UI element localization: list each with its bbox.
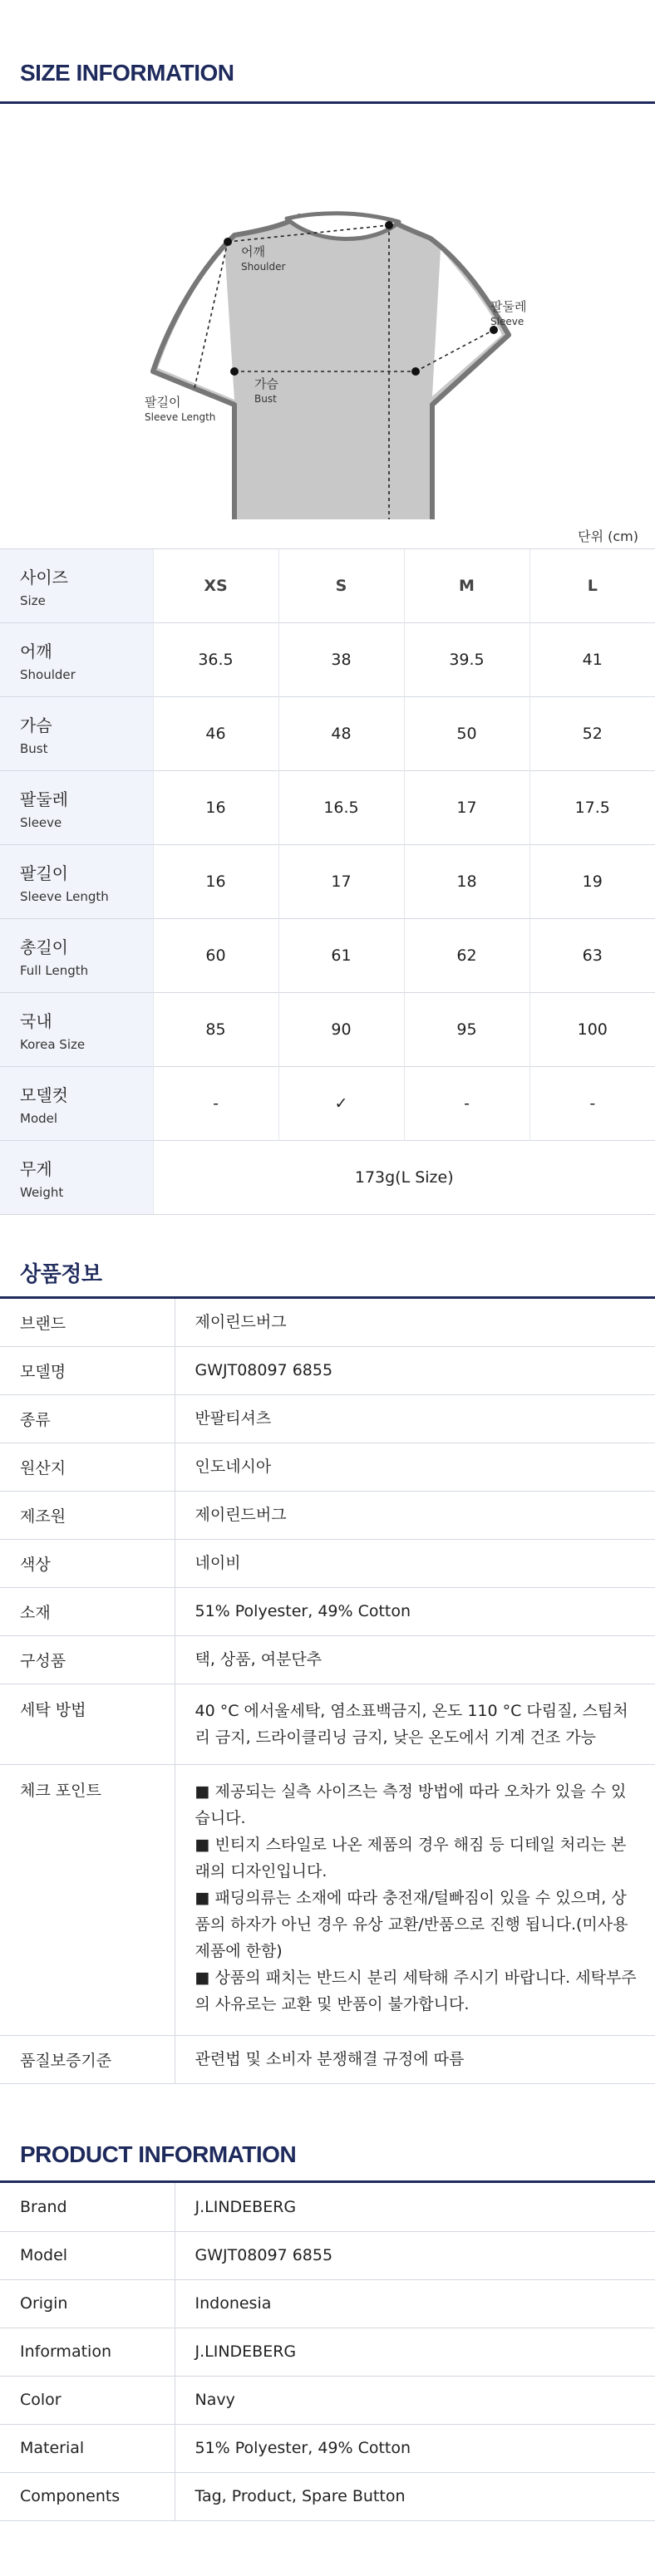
info-row: [0, 2376, 655, 2424]
info-row: [0, 1587, 655, 1635]
table-cell: 17: [404, 771, 529, 845]
info-key: 체크 포인트: [0, 1764, 175, 2035]
info-key: 세탁 방법: [0, 1684, 175, 1764]
table-cell: 52: [529, 697, 655, 771]
info-row: [0, 1346, 655, 1394]
table-cell: 50: [404, 697, 529, 771]
info-row: [0, 2424, 655, 2472]
bust-label-ko: 가슴: [254, 376, 278, 391]
row-header: 가슴 Bust: [0, 697, 153, 771]
info-key: 종류: [0, 1394, 175, 1443]
table-cell: 18: [404, 845, 529, 919]
check-point-item: ■ 빈티지 스타일로 나온 제품의 경우 해짐 등 디테일 처리는 본래의 디자인입니다.: [195, 1835, 627, 1880]
table-cell: 16.5: [278, 771, 404, 845]
check-point-item: ■ 상품의 패치는 반드시 분리 세탁해 주시기 바랍니다. 세탁부주의 사유로는 교환 및 반품이 불가합니다.: [195, 1968, 637, 2013]
table-cell: 46: [153, 697, 278, 771]
info-value: 인도네시아: [175, 1443, 655, 1491]
size-col-l: L: [529, 549, 655, 623]
row-header: 팔길이 Sleeve Length: [0, 845, 153, 919]
info-key: Information: [0, 2328, 175, 2376]
info-row: [0, 1684, 655, 1764]
info-key: Color: [0, 2376, 175, 2424]
info-key: 원산지: [0, 1443, 175, 1491]
info-row: [0, 2328, 655, 2376]
check-mark: ✓: [278, 1067, 404, 1141]
sleeve-length-label-en: Sleeve Length: [145, 411, 216, 423]
table-cell: 60: [153, 919, 278, 993]
info-row: [0, 2035, 655, 2083]
shoulder-label-ko: 어깨: [241, 244, 265, 259]
size-col-s: S: [278, 549, 404, 623]
info-row-check: [0, 1764, 655, 2035]
info-key: 모델명: [0, 1346, 175, 1394]
info-value: J.LINDEBERG: [175, 2328, 655, 2376]
kr-info-title: 상품정보: [20, 1262, 102, 1287]
info-key: Material: [0, 2424, 175, 2472]
size-information-title: SIZE INFORMATION: [20, 60, 234, 86]
table-cell: 17.5: [529, 771, 655, 845]
info-row: [0, 1299, 655, 1346]
sleeve-label-en: Sleeve: [490, 316, 524, 327]
info-value: J.LINDEBERG: [175, 2183, 655, 2231]
table-cell: 39.5: [404, 623, 529, 697]
size-table-row: [0, 697, 655, 771]
kr-info-table: [0, 1299, 655, 2084]
size-table-row: [0, 845, 655, 919]
info-value: 네이비: [175, 1539, 655, 1587]
unit-label: 단위 (cm): [578, 528, 638, 544]
en-info-table: [0, 2183, 655, 2521]
row-header: 사이즈 Size: [0, 549, 153, 623]
info-row: [0, 1443, 655, 1491]
info-row: [0, 1539, 655, 1587]
table-cell: 16: [153, 771, 278, 845]
table-cell: 90: [278, 993, 404, 1067]
check-point-item: ■ 패딩의류는 소재에 따라 충전재/털빠짐이 있을 수 있으며, 상품의 하자가 아닌 경우 유상 교환/반품으로 진행 됩니다.(미사용 제품에 한함): [195, 1888, 628, 1960]
table-cell: -: [404, 1067, 529, 1141]
info-key: 품질보증기준: [0, 2035, 175, 2083]
info-value: 제이린드버그: [175, 1299, 655, 1346]
table-cell: 85: [153, 993, 278, 1067]
size-table-weight-row: [0, 1141, 655, 1215]
size-col-m: M: [404, 549, 529, 623]
info-value: 택, 상품, 여분단추: [175, 1635, 655, 1684]
sleeve-label-ko: 팔둘레: [490, 299, 527, 314]
table-cell: 41: [529, 623, 655, 697]
table-cell: 48: [278, 697, 404, 771]
info-value: 40 °C 에서울세탁, 염소표백금지, 온도 110 °C 다림질, 스팀처리 금지, 드라이클리닝 금지, 낮은 온도에서 기계 건조 가능: [175, 1684, 655, 1764]
info-row: [0, 1491, 655, 1539]
table-cell: 16: [153, 845, 278, 919]
info-value: 제이린드버그: [175, 1491, 655, 1539]
table-cell: -: [529, 1067, 655, 1141]
row-header: 국내 Korea Size: [0, 993, 153, 1067]
tshirt-size-diagram: [0, 104, 655, 519]
info-value: Tag, Product, Spare Button: [175, 2472, 655, 2520]
info-row: [0, 2231, 655, 2279]
info-value: Navy: [175, 2376, 655, 2424]
table-cell: 36.5: [153, 623, 278, 697]
shoulder-label-en: Shoulder: [241, 261, 286, 273]
table-cell: 38: [278, 623, 404, 697]
info-row: [0, 1394, 655, 1443]
table-cell: 95: [404, 993, 529, 1067]
size-table-row: [0, 919, 655, 993]
info-row: [0, 2472, 655, 2520]
size-table-row: [0, 771, 655, 845]
info-value: 관련법 및 소비자 분쟁해결 규정에 따름: [175, 2035, 655, 2083]
info-key: Components: [0, 2472, 175, 2520]
info-value: GWJT08097 6855: [175, 2231, 655, 2279]
table-cell: 17: [278, 845, 404, 919]
info-key: 소재: [0, 1587, 175, 1635]
info-key: 구성품: [0, 1635, 175, 1684]
table-cell: -: [153, 1067, 278, 1141]
row-header: 어깨 Shoulder: [0, 623, 153, 697]
sleeve-length-label-ko: 팔길이: [145, 395, 181, 410]
info-value: GWJT08097 6855: [175, 1346, 655, 1394]
size-table: [0, 548, 655, 1215]
weight-value: 173g(L Size): [153, 1141, 655, 1215]
table-cell: 62: [404, 919, 529, 993]
info-value: 51% Polyester, 49% Cotton: [175, 2424, 655, 2472]
size-table-row: [0, 993, 655, 1067]
info-key: 색상: [0, 1539, 175, 1587]
info-row: [0, 2279, 655, 2328]
table-cell: 63: [529, 919, 655, 993]
size-table-header-row: [0, 549, 655, 623]
table-cell: 19: [529, 845, 655, 919]
info-key: 브랜드: [0, 1299, 175, 1346]
info-value: 반팔티셔츠: [175, 1394, 655, 1443]
info-key: 제조원: [0, 1491, 175, 1539]
bust-label-en: Bust: [254, 393, 277, 405]
row-header: 팔둘레 Sleeve: [0, 771, 153, 845]
check-point-item: ■ 제공되는 실측 사이즈는 측정 방법에 따라 오차가 있을 수 있습니다.: [195, 1782, 627, 1827]
check-points: [175, 1764, 655, 2035]
row-header: 모델컷 Model: [0, 1067, 153, 1141]
product-information-title: PRODUCT INFORMATION: [20, 2141, 297, 2167]
size-col-xs: XS: [153, 549, 278, 623]
info-key: Origin: [0, 2279, 175, 2328]
table-cell: 61: [278, 919, 404, 993]
size-table-row: [0, 623, 655, 697]
table-cell: 100: [529, 993, 655, 1067]
info-key: Brand: [0, 2183, 175, 2231]
info-row: [0, 2183, 655, 2231]
info-row: [0, 1635, 655, 1684]
row-header: 무게 Weight: [0, 1141, 153, 1215]
row-header: 총길이 Full Length: [0, 919, 153, 993]
info-value: Indonesia: [175, 2279, 655, 2328]
size-table-row: [0, 1067, 655, 1141]
info-key: Model: [0, 2231, 175, 2279]
info-value: 51% Polyester, 49% Cotton: [175, 1587, 655, 1635]
